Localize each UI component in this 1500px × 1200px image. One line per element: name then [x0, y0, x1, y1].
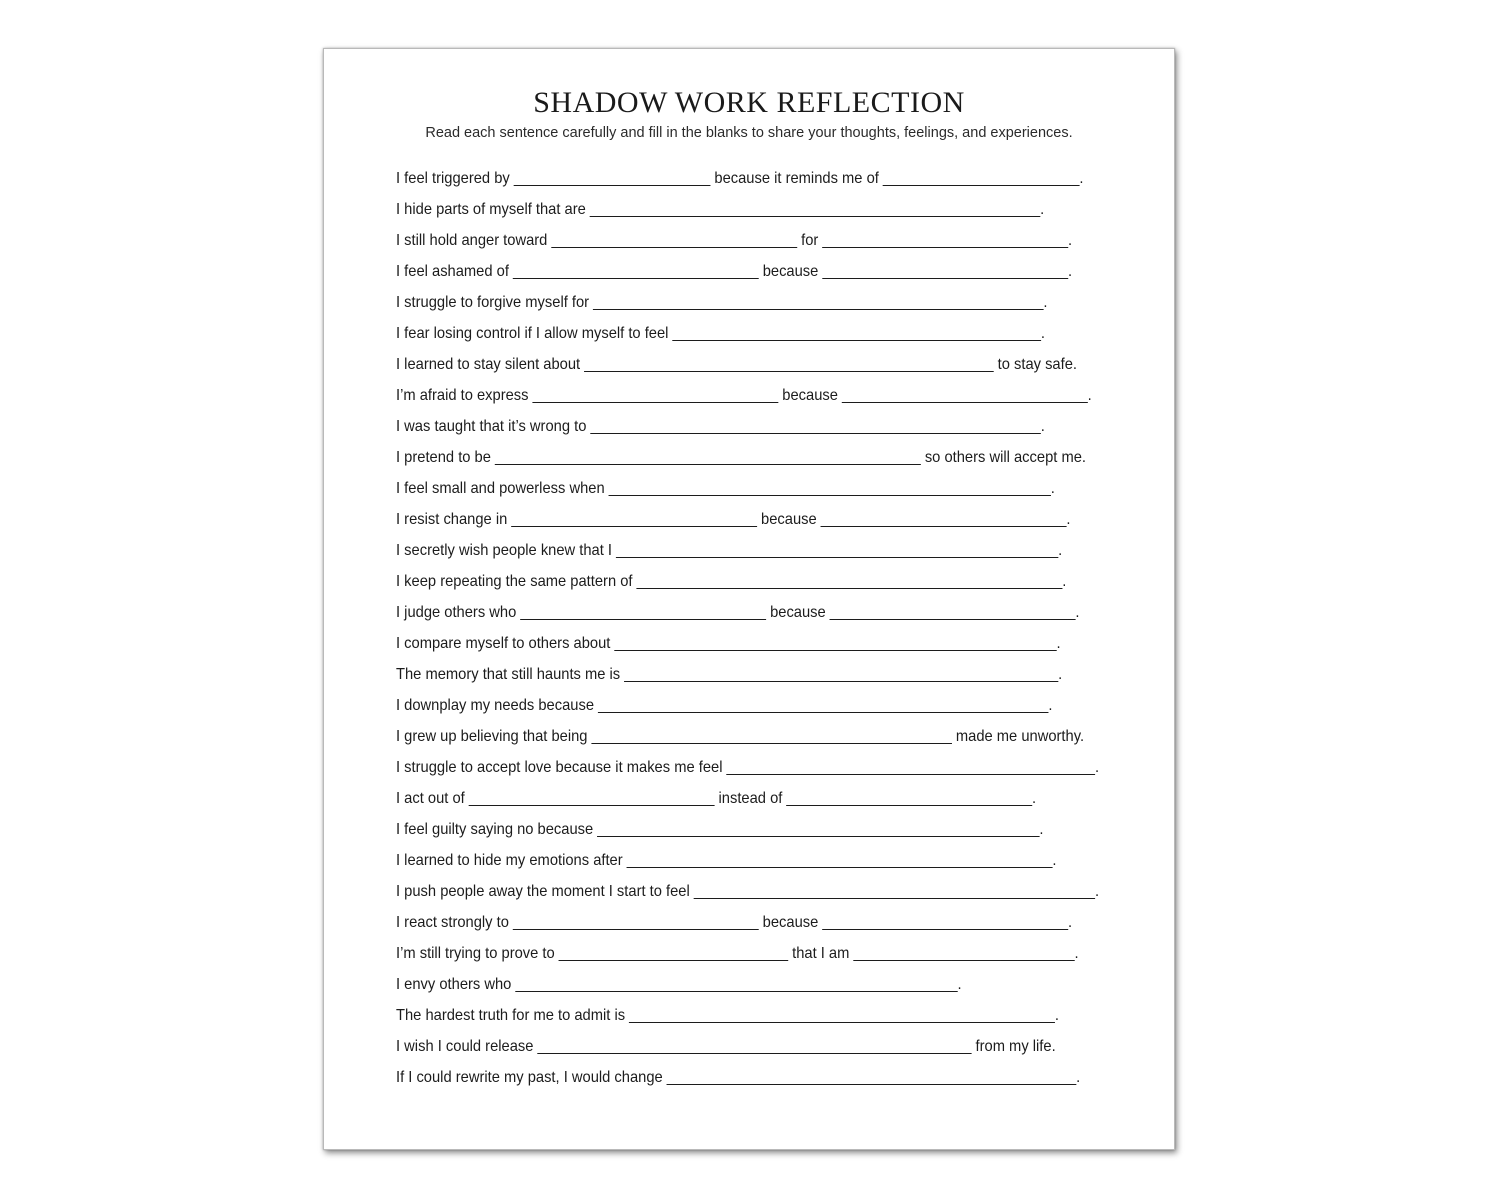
prompt-line: I judge others who ______________________________ because ______________________________.: [396, 604, 1080, 621]
prompt-line: I push people away the moment I start to feel _________________________________________________.: [396, 883, 1100, 900]
prompt-line: I’m still trying to prove to ____________________________ that I am ___________________________.: [396, 945, 1079, 962]
prompt-line: If I could rewrite my past, I would change __________________________________________________.: [396, 1069, 1081, 1086]
prompt-line: I act out of ______________________________ instead of ______________________________.: [396, 790, 1037, 807]
prompt-line: I compare myself to others about ______________________________________________________.: [396, 635, 1061, 652]
prompt-list: [396, 163, 1160, 1093]
worksheet-page: [323, 48, 1175, 1150]
prompt-line: I fear losing control if I allow myself to feel _____________________________________________.: [396, 325, 1046, 342]
prompt-line: I pretend to be ____________________________________________________ so others will accept me.: [396, 449, 1086, 466]
worksheet-title: SHADOW WORK REFLECTION: [533, 86, 965, 119]
prompt-line: I grew up believing that being ____________________________________________ made me unworthy.: [396, 728, 1085, 745]
prompt-line: I still hold anger toward ______________________________ for ______________________________.: [396, 232, 1073, 249]
prompt-line: I learned to hide my emotions after ____________________________________________________.: [396, 852, 1057, 869]
prompt-line: I hide parts of myself that are _______________________________________________________.: [396, 201, 1045, 218]
prompt-line: I learned to stay silent about __________________________________________________ to stay safe.: [396, 356, 1077, 373]
prompt-line: I was taught that it’s wrong to _______________________________________________________.: [396, 418, 1045, 435]
prompt-line: I struggle to accept love because it makes me feel _____________________________________________.: [396, 759, 1100, 776]
prompt-line: I keep repeating the same pattern of ____________________________________________________.: [396, 573, 1067, 590]
prompt-line: I resist change in ______________________________ because ______________________________.: [396, 511, 1071, 528]
prompt-line: I wish I could release _____________________________________________________ from my life.: [396, 1038, 1056, 1055]
prompt-line: I feel guilty saying no because ______________________________________________________.: [396, 821, 1044, 838]
prompt-line: I feel ashamed of ______________________________ because ______________________________.: [396, 263, 1073, 280]
prompt-line: The hardest truth for me to admit is ____________________________________________________.: [396, 1007, 1059, 1024]
prompt-line: The memory that still haunts me is _____________________________________________________.: [396, 666, 1063, 683]
prompt-line: I’m afraid to express ______________________________ because ______________________________.: [396, 387, 1092, 404]
prompt-line: I feel triggered by ________________________ because it reminds me of ________________________.: [396, 170, 1084, 187]
prompt-line: I struggle to forgive myself for _______________________________________________________.: [396, 294, 1048, 311]
prompt-line: I secretly wish people knew that I ______________________________________________________.: [396, 542, 1063, 559]
prompt-line: I react strongly to ______________________________ because ______________________________.: [396, 914, 1073, 931]
worksheet-instructions: Read each sentence carefully and fill in the blanks to share your thoughts, feelings, and experiences.: [425, 125, 1073, 141]
prompt-line: I envy others who ______________________________________________________.: [396, 976, 962, 993]
prompt-line: I downplay my needs because _______________________________________________________.: [396, 697, 1053, 714]
prompt-line: I feel small and powerless when ______________________________________________________.: [396, 480, 1055, 497]
